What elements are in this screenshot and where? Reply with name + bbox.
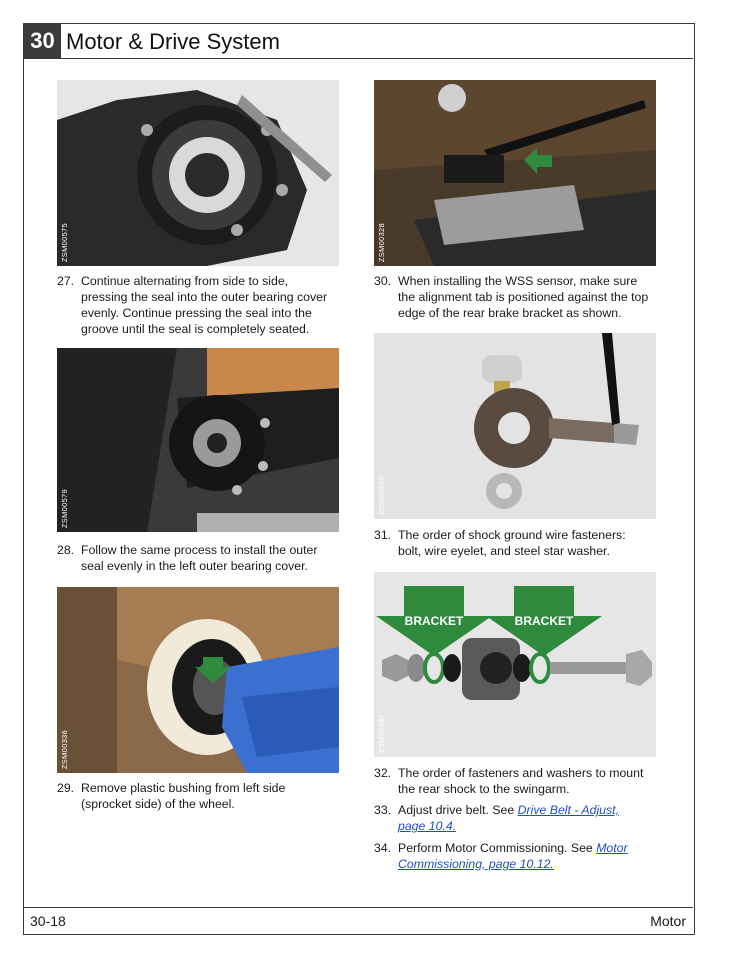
step-text-line: seal evenly in the left outer bearing cover. — [81, 559, 308, 573]
step-text: Adjust drive belt. See — [398, 803, 518, 817]
photo-id: ZSM00328 — [377, 222, 386, 262]
page-number: 30-18 — [30, 913, 66, 929]
step-text-line: evenly. Continue pressing the seal into the — [81, 306, 312, 320]
step-text-line: The order of fasteners and washers to mount — [398, 766, 644, 780]
chapter-title: Motor & Drive System — [66, 29, 280, 54]
step-text-line: groove until the seal is completely seated. — [81, 322, 310, 336]
step-text-line: the alignment tab is positioned against the top — [398, 290, 649, 304]
step-33 — [374, 802, 674, 834]
photo-outer-bearing-cover — [57, 348, 339, 532]
step-text: Perform Motor Commissioning. See — [398, 841, 597, 855]
step-number: 31. — [374, 528, 392, 542]
step-number: 30. — [374, 274, 392, 288]
photo-id: ZSM00579 — [60, 488, 69, 528]
step-30 — [374, 273, 674, 321]
step-text-line: When installing the WSS sensor, make sure — [398, 274, 638, 288]
link-drive-belt-adjust-page[interactable]: page 10.4. — [398, 819, 457, 833]
photo-id: ZSM00336 — [60, 729, 69, 769]
chapter-number: 30 — [24, 24, 61, 58]
step-text-line: The order of shock ground wire fasteners: — [398, 528, 626, 542]
step-number: 29. — [57, 781, 75, 795]
step-28 — [57, 542, 357, 574]
step-text-line: Continue alternating from side to side, — [81, 274, 289, 288]
photo-id: ZSM00367 — [377, 713, 386, 753]
photo-wss-sensor — [374, 80, 656, 266]
chapter-header — [24, 24, 693, 59]
step-text-line: Follow the same process to install the outer — [81, 543, 318, 557]
photo-id: ZSM00366 — [377, 475, 386, 515]
footer-divider — [24, 907, 693, 908]
step-27 — [57, 273, 357, 337]
bracket-label-left: BRACKET — [404, 614, 464, 628]
link-motor-commissioning-page[interactable]: Commissioning, page 10.12. — [398, 857, 554, 871]
photo-plastic-bushing — [57, 587, 339, 773]
step-number: 32. — [374, 766, 392, 780]
step-text-line: Remove plastic bushing from left side — [81, 781, 286, 795]
footer-section: Motor — [650, 913, 686, 929]
step-text-line: the rear shock to the swingarm. — [398, 782, 570, 796]
bracket-label-right: BRACKET — [514, 614, 574, 628]
step-text-line: bolt, wire eyelet, and steel star washer. — [398, 544, 610, 558]
step-29 — [57, 780, 357, 812]
step-text-line: edge of the rear brake bracket as shown. — [398, 306, 622, 320]
photo-bearing-cover — [57, 80, 339, 266]
step-31 — [374, 527, 674, 559]
photo-id: ZSM00575 — [60, 222, 69, 262]
link-drive-belt-adjust[interactable]: Drive Belt - Adjust, — [517, 803, 619, 817]
step-34 — [374, 840, 674, 872]
step-number: 28. — [57, 543, 75, 557]
photo-shock-mount-fasteners — [374, 572, 656, 757]
step-number: 27. — [57, 274, 75, 288]
link-motor-commissioning[interactable]: Motor — [596, 841, 628, 855]
photo-ground-wire-fasteners — [374, 333, 656, 519]
step-text-line: pressing the seal into the outer bearing cover — [81, 290, 328, 304]
step-32 — [374, 765, 674, 797]
step-number: 33. — [374, 803, 392, 817]
step-text-line: (sprocket side) of the wheel. — [81, 797, 235, 811]
step-number: 34. — [374, 841, 392, 855]
